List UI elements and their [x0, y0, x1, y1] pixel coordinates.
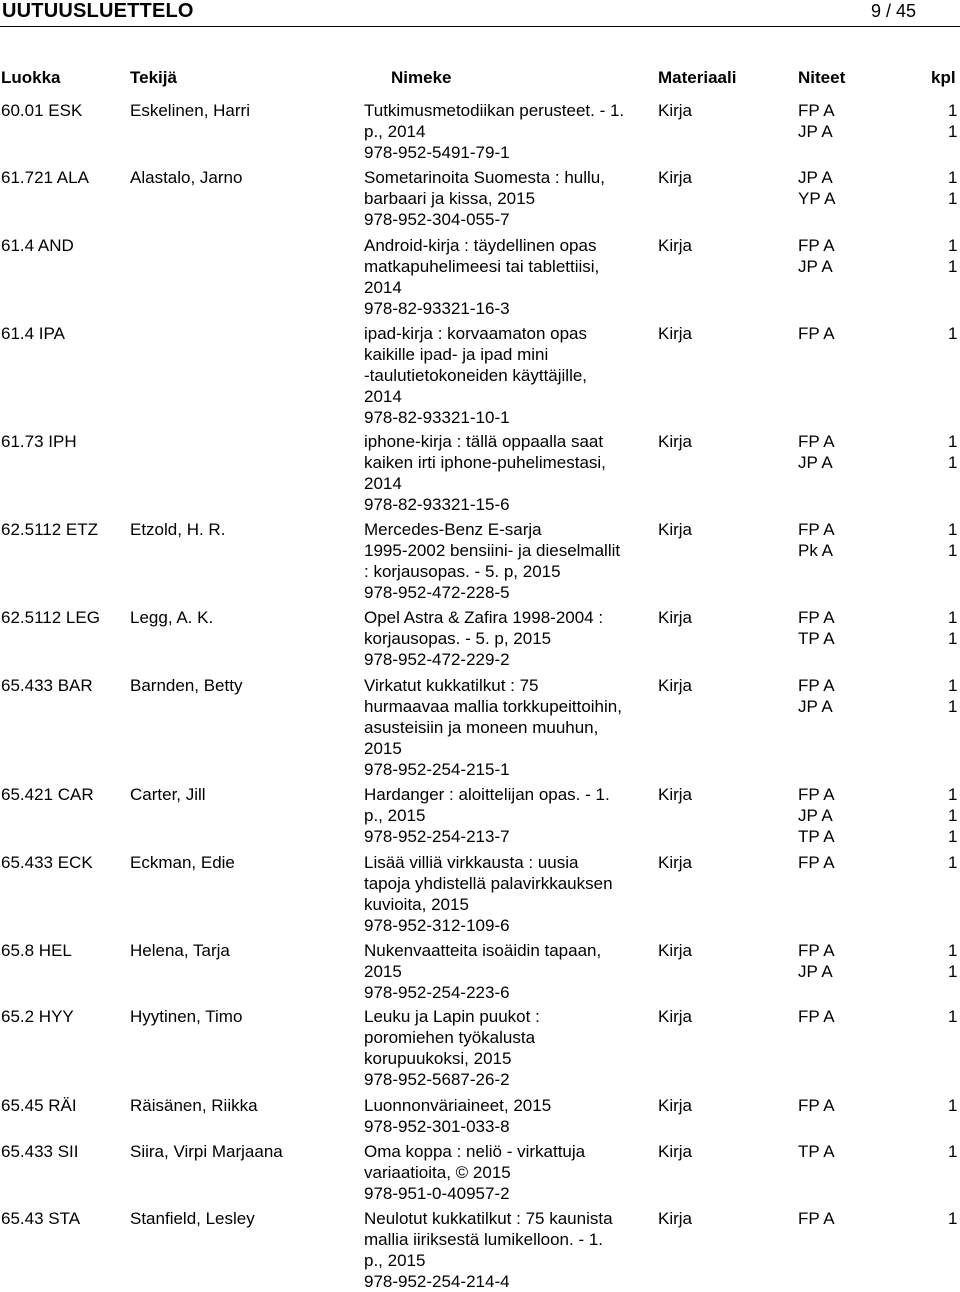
holding-location: FP A — [798, 1096, 835, 1115]
entry-holdings — [798, 1095, 958, 1116]
entry-material: Kirja — [658, 785, 693, 804]
holding-location: FP A — [798, 676, 835, 695]
entry-isbn: 978-952-472-229-2 — [364, 650, 510, 669]
entry-title-line: poromiehen työkalusta — [364, 1028, 536, 1047]
entry-title-line: kaikille ipad- ja ipad mini — [364, 345, 549, 364]
holding-row — [798, 540, 958, 561]
holding-count: 1 — [948, 853, 958, 872]
entry-title-line: 2014 — [364, 387, 402, 406]
holding-count: 1 — [948, 1142, 958, 1161]
entry-title-line: 2014 — [364, 278, 402, 297]
entry-title — [364, 1141, 654, 1204]
entry-title-line: Android-kirja : täydellinen opas — [364, 236, 597, 255]
holding-count: 1 — [948, 432, 958, 451]
holding-row — [798, 235, 958, 256]
holding-row — [798, 628, 958, 649]
entry-holdings — [798, 852, 958, 873]
holding-row — [798, 1006, 958, 1027]
entry-author: Eskelinen, Harri — [130, 101, 250, 120]
entry-class: 61.4 IPA — [1, 324, 65, 343]
entry-title-line: Nukenvaatteita isoäidin tapaan, — [364, 941, 602, 960]
entry-holdings — [798, 607, 958, 649]
holding-count: 1 — [948, 676, 958, 695]
entry-title-line: kuvioita, 2015 — [364, 895, 469, 914]
entry-title-line: tapoja yhdistellä palavirkkauksen — [364, 874, 613, 893]
holding-location: FP A — [798, 1209, 835, 1228]
entry-material: Kirja — [658, 608, 693, 627]
entry-holdings — [798, 1006, 958, 1027]
holding-count: 1 — [948, 806, 958, 825]
entry-title-line: variaatioita, © 2015 — [364, 1163, 511, 1182]
entry-title-line: Mercedes-Benz E-sarja — [364, 520, 542, 539]
entry-title-line: Leuku ja Lapin puukot : — [364, 1007, 540, 1026]
entry-holdings — [798, 675, 958, 717]
entry-class: 65.433 BAR — [1, 676, 93, 695]
page-header — [0, 0, 960, 32]
entry-isbn: 978-952-312-109-6 — [364, 916, 510, 935]
holding-count: 1 — [948, 608, 958, 627]
holding-row — [798, 431, 958, 452]
holding-row — [798, 323, 958, 344]
entry-title-line: Opel Astra & Zafira 1998-2004 : — [364, 608, 604, 627]
holding-row — [798, 940, 958, 961]
holding-row — [798, 188, 958, 209]
holding-count: 1 — [948, 1096, 958, 1115]
holding-row — [798, 675, 958, 696]
column-header-niteet: Niteet — [798, 68, 846, 87]
holding-row — [798, 784, 958, 805]
entry-isbn: 978-952-301-033-8 — [364, 1117, 510, 1136]
holding-row — [798, 852, 958, 873]
holding-location: JP A — [798, 962, 833, 981]
entry-title — [364, 1006, 654, 1090]
entry-title-line: -taulutietokoneiden käyttäjille, — [364, 366, 588, 385]
entry-isbn: 978-951-0-40957-2 — [364, 1184, 510, 1203]
holding-row — [798, 452, 958, 473]
entry-title — [364, 852, 654, 936]
entry-title-line: Neulotut kukkatilkut : 75 kaunista — [364, 1209, 613, 1228]
entry-isbn: 978-82-93321-15-6 — [364, 495, 510, 514]
holding-location: JP A — [798, 697, 833, 716]
holding-location: FP A — [798, 785, 835, 804]
entry-material: Kirja — [658, 324, 693, 343]
holding-count: 1 — [948, 941, 958, 960]
holding-location: FP A — [798, 236, 835, 255]
entry-class: 65.8 HEL — [1, 941, 72, 960]
holding-location: JP A — [798, 257, 833, 276]
entry-material: Kirja — [658, 432, 693, 451]
entry-material: Kirja — [658, 1142, 693, 1161]
holding-row — [798, 1141, 958, 1162]
entry-material: Kirja — [658, 941, 693, 960]
entry-author: Räisänen, Riikka — [130, 1096, 258, 1115]
holding-count: 1 — [948, 189, 958, 208]
holding-row — [798, 519, 958, 540]
entry-material: Kirja — [658, 1096, 693, 1115]
entry-title-line: p., 2015 — [364, 806, 426, 825]
entry-holdings — [798, 235, 958, 277]
entry-title — [364, 100, 654, 163]
entry-isbn: 978-82-93321-10-1 — [364, 408, 510, 427]
entry-title-line: Lisää villiä virkkausta : uusia — [364, 853, 579, 872]
entry-isbn: 978-952-254-223-6 — [364, 983, 510, 1002]
holding-row — [798, 167, 958, 188]
entry-title-line: iphone-kirja : tällä oppaalla saat — [364, 432, 604, 451]
entry-title — [364, 607, 654, 670]
entry-material: Kirja — [658, 520, 693, 539]
entry-title-line: Oma koppa : neliö - virkattuja — [364, 1142, 586, 1161]
entry-author: Siira, Virpi Marjaana — [130, 1142, 283, 1161]
entry-material: Kirja — [658, 676, 693, 695]
entry-class: 65.421 CAR — [1, 785, 94, 804]
holding-count: 1 — [948, 785, 958, 804]
holding-row — [798, 1095, 958, 1116]
entry-class: 62.5112 LEG — [1, 608, 100, 627]
entry-title — [364, 167, 654, 230]
holding-location: TP A — [798, 629, 835, 648]
entry-class: 65.43 STA — [1, 1209, 81, 1228]
holding-count: 1 — [948, 520, 958, 539]
holding-row — [798, 121, 958, 142]
entry-title-line: 2015 — [364, 739, 402, 758]
holding-count: 1 — [948, 1209, 958, 1228]
entry-material: Kirja — [658, 853, 693, 872]
entry-class: 65.2 HYY — [1, 1007, 74, 1026]
entry-class: 61.73 IPH — [1, 432, 77, 451]
entry-title-line: Hardanger : aloittelijan opas. - 1. — [364, 785, 610, 804]
entry-title-line: hurmaavaa mallia torkkupeittoihin, — [364, 697, 622, 716]
entry-author: Barnden, Betty — [130, 676, 243, 695]
holding-count: 1 — [948, 1007, 958, 1026]
holding-row — [798, 1208, 958, 1229]
entry-class: 62.5112 ETZ — [1, 520, 99, 539]
holding-count: 1 — [948, 236, 958, 255]
page-number: 9 / 45 — [870, 1, 916, 21]
entry-holdings — [798, 431, 958, 473]
entry-isbn: 978-952-254-215-1 — [364, 760, 510, 779]
holding-count: 1 — [948, 827, 958, 846]
entry-material: Kirja — [658, 168, 693, 187]
entry-title-line: 2014 — [364, 474, 402, 493]
holding-count: 1 — [948, 541, 958, 560]
entry-isbn: 978-82-93321-16-3 — [364, 299, 510, 318]
column-header-nimeke: Nimeke — [391, 68, 452, 87]
column-header-materiaali: Materiaali — [658, 68, 737, 87]
holding-row — [798, 805, 958, 826]
entry-title-line: Sometarinoita Suomesta : hullu, — [364, 168, 605, 187]
entry-holdings — [798, 100, 958, 142]
entry-material: Kirja — [658, 236, 693, 255]
entry-holdings — [798, 784, 958, 847]
entry-author: Stanfield, Lesley — [130, 1209, 255, 1228]
column-header-tekija: Tekijä — [130, 68, 177, 87]
entry-class: 65.45 RÄI — [1, 1096, 77, 1115]
holding-location: JP A — [798, 453, 833, 472]
entry-author: Legg, A. K. — [130, 608, 214, 627]
entry-holdings — [798, 519, 958, 561]
entry-title-line: korupuukoksi, 2015 — [364, 1049, 512, 1068]
entry-class: 61.4 AND — [1, 236, 74, 255]
entry-isbn: 978-952-254-213-7 — [364, 827, 510, 846]
column-header-kpl: kpl — [931, 68, 956, 87]
column-headers — [0, 68, 960, 88]
holding-location: JP A — [798, 168, 833, 187]
holding-count: 1 — [948, 324, 958, 343]
entry-title-line: korjausopas. - 5. p, 2015 — [364, 629, 552, 648]
entry-class: 60.01 ESK — [1, 101, 83, 120]
holding-location: FP A — [798, 853, 835, 872]
entry-title — [364, 1095, 654, 1137]
entry-title — [364, 235, 654, 319]
holding-count: 1 — [948, 257, 958, 276]
holding-location: FP A — [798, 520, 835, 539]
entry-isbn: 978-952-5687-26-2 — [364, 1070, 510, 1089]
holding-row — [798, 100, 958, 121]
entry-class: 65.433 ECK — [1, 853, 93, 872]
holding-count: 1 — [948, 962, 958, 981]
holding-location: FP A — [798, 101, 835, 120]
entry-title — [364, 675, 654, 780]
entry-holdings — [798, 1141, 958, 1162]
entry-title — [364, 784, 654, 847]
entry-title — [364, 431, 654, 515]
entry-class: 61.721 ALA — [1, 168, 89, 187]
entry-title — [364, 940, 654, 1003]
entry-title-line: kaiken irti iphone-puhelimestasi, — [364, 453, 606, 472]
holding-row — [798, 826, 958, 847]
entry-title-line: : korjausopas. - 5. p, 2015 — [364, 562, 561, 581]
holding-count: 1 — [948, 168, 958, 187]
entry-material: Kirja — [658, 1209, 693, 1228]
entry-title-line: p., 2014 — [364, 122, 426, 141]
holding-location: FP A — [798, 608, 835, 627]
entry-title-line: ipad-kirja : korvaamaton opas — [364, 324, 588, 343]
entry-title-line: barbaari ja kissa, 2015 — [364, 189, 536, 208]
entry-author: Eckman, Edie — [130, 853, 235, 872]
holding-row — [798, 961, 958, 982]
holding-location: FP A — [798, 432, 835, 451]
entry-holdings — [798, 167, 958, 209]
entry-title-line: matkapuhelimeesi tai tablettiisi, — [364, 257, 600, 276]
entry-title-line: Luonnonväriaineet, 2015 — [364, 1096, 552, 1115]
holding-location: JP A — [798, 806, 833, 825]
entry-author: Hyytinen, Timo — [130, 1007, 243, 1026]
entry-isbn: 978-952-304-055-7 — [364, 210, 510, 229]
entry-title — [364, 323, 654, 428]
holding-location: TP A — [798, 1142, 835, 1161]
holding-location: FP A — [798, 1007, 835, 1026]
entry-title-line: Virkatut kukkatilkut : 75 — [364, 676, 539, 695]
entry-title-line: 2015 — [364, 962, 402, 981]
holding-count: 1 — [948, 629, 958, 648]
holding-location: YP A — [798, 189, 836, 208]
holding-count: 1 — [948, 122, 958, 141]
holding-row — [798, 696, 958, 717]
entry-author: Etzold, H. R. — [130, 520, 226, 539]
entry-class: 65.433 SII — [1, 1142, 79, 1161]
entry-material: Kirja — [658, 1007, 693, 1026]
entry-author: Carter, Jill — [130, 785, 206, 804]
entry-isbn: 978-952-472-228-5 — [364, 583, 510, 602]
entry-holdings — [798, 940, 958, 982]
entry-isbn: 978-952-254-214-4 — [364, 1272, 510, 1291]
entry-isbn: 978-952-5491-79-1 — [364, 143, 510, 162]
holding-location: FP A — [798, 324, 835, 343]
entry-title-line: mallia iiriksestä lumikelloon. - 1. — [364, 1230, 604, 1249]
holding-location: JP A — [798, 122, 833, 141]
holding-count: 1 — [948, 453, 958, 472]
entry-holdings — [798, 1208, 958, 1229]
holding-row — [798, 256, 958, 277]
entry-title — [364, 1208, 654, 1292]
entry-title-line: p., 2015 — [364, 1251, 426, 1270]
holding-count: 1 — [948, 101, 958, 120]
page-title: UUTUUSLUETTELO — [2, 0, 194, 22]
entry-title-line: asusteisiin ja moneen muuhun, — [364, 718, 599, 737]
entry-author: Alastalo, Jarno — [130, 168, 243, 187]
holding-location: Pk A — [798, 541, 833, 560]
holding-location: TP A — [798, 827, 835, 846]
entry-title — [364, 519, 654, 603]
holding-row — [798, 607, 958, 628]
entry-title-line: Tutkimusmetodiikan perusteet. - 1. — [364, 101, 625, 120]
holding-count: 1 — [948, 697, 958, 716]
entry-holdings — [798, 323, 958, 344]
entry-material: Kirja — [658, 101, 693, 120]
entry-title-line: 1995-2002 bensiini- ja dieselmallit — [364, 541, 621, 560]
column-header-luokka: Luokka — [1, 68, 61, 87]
entry-author: Helena, Tarja — [130, 941, 230, 960]
header-rule — [0, 26, 960, 27]
holding-location: FP A — [798, 941, 835, 960]
